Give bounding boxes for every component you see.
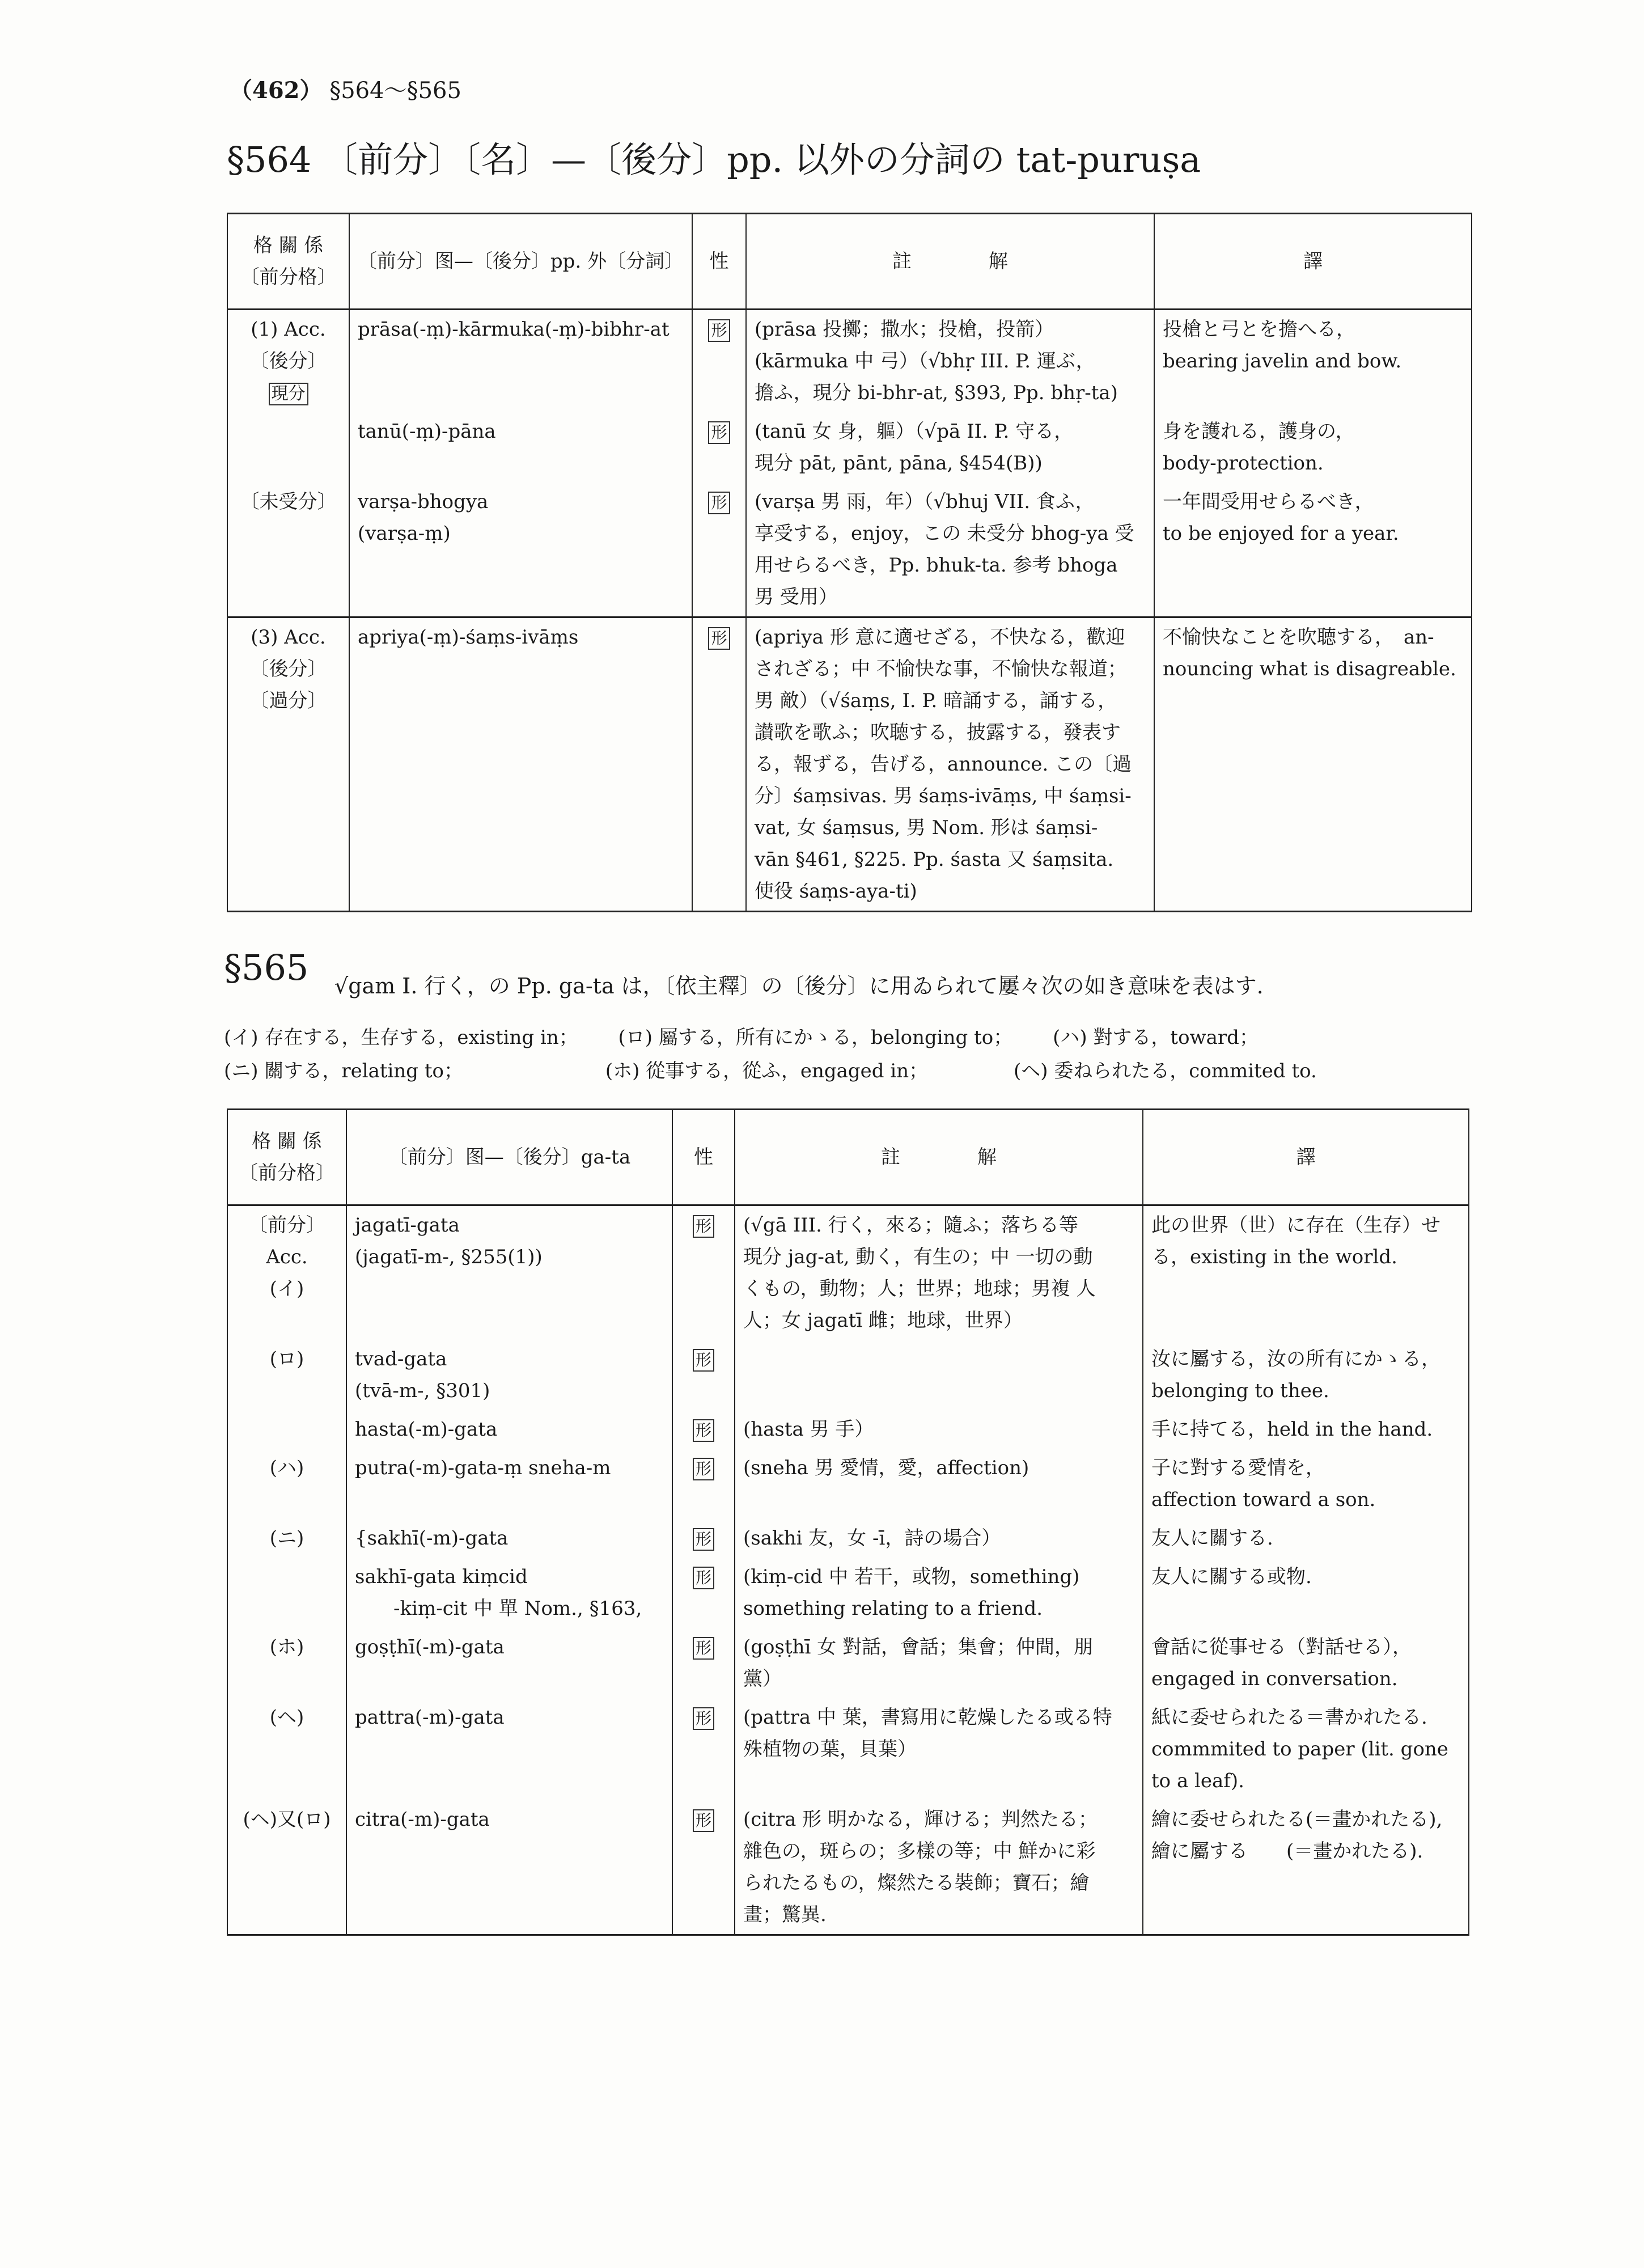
row-notes	[735, 1340, 1143, 1410]
definition-ho: (ホ) 從事する，從ふ，engaged in；	[605, 1060, 929, 1082]
table-row	[227, 1519, 1469, 1558]
table-row	[227, 1449, 1469, 1519]
section-564-title	[227, 132, 1201, 182]
row-case: (ロ)	[227, 1340, 346, 1410]
gender-badge: 形	[708, 319, 730, 342]
definitions-line-2	[224, 1056, 1317, 1086]
row-case: 〔未受分〕	[227, 483, 349, 617]
gender-badge: 形	[708, 627, 730, 650]
table-row	[227, 412, 1472, 483]
table-row	[227, 1205, 1469, 1340]
row-case: 〔前分〕 Acc. (イ)	[227, 1205, 346, 1340]
page-header	[230, 73, 461, 105]
row-translation: 手に持てる，held in the hand.	[1143, 1410, 1469, 1449]
table-row	[227, 1628, 1469, 1698]
row-notes: (tanū 女 身，軀）（√pā II. P. 守る， 現分 pāt, pānt, pāna, §454(B))	[746, 412, 1154, 483]
row-translation: 一年間受用せらるべき， to be enjoyed for a year.	[1154, 483, 1472, 617]
col-compound: 〔前分〕图—〔後分〕pp. 外〔分詞〕	[349, 214, 692, 310]
row-translation: 身を護れる，護身の， body-protection.	[1154, 412, 1472, 483]
col-translation: 譯	[1143, 1110, 1469, 1205]
col-compound: 〔前分〕图—〔後分〕ga-ta	[346, 1110, 672, 1205]
row-translation: 子に對する愛情を， affection toward a son.	[1143, 1449, 1469, 1519]
gender-badge: 形	[693, 1458, 714, 1480]
row-compound: apriya(-ṃ)-śaṃs-ivāṃs	[349, 617, 692, 912]
gender-badge: 形	[693, 1567, 714, 1589]
row-compound: putra(-m)-gata-ṃ sneha-m	[346, 1449, 672, 1519]
row-notes: (prāsa 投擲；撒水；投槍，投箭） (kārmuka 中 弓）（√bhṛ III. P. 運ぶ， 擔ふ，現分 bi-bhr-at, §393, Pp. bhṛ-ta)	[746, 310, 1154, 413]
row-compound: {sakhī(-m)-gata	[346, 1519, 672, 1558]
row-case	[227, 412, 349, 483]
row-notes: (√gā III. 行く，來る；隨ふ；落ちる等 現分 jag-at, 動く，有生の；中 一切の動 くもの，動物；人；世界；地球；男複 人 人；女 jagatī 雌；地球，世界）	[735, 1205, 1143, 1340]
row-notes: (citra 形 明かなる，輝ける；判然たる； 雜色の，斑らの；多樣の等；中 鮮かに彩 られたるもの，燦然たる裝飾；寶石；繪 畫；驚異.	[735, 1800, 1143, 1935]
gender-badge: 形	[693, 1637, 714, 1660]
table-row	[227, 1698, 1469, 1800]
row-translation: 友人に關する.	[1143, 1519, 1469, 1558]
row-notes: (goṣṭhī 女 對話，會話；集會；仲間，朋 黨）	[735, 1628, 1143, 1698]
row-translation: 此の世界（世）に存在（生存）せ る，existing in the world.	[1143, 1205, 1469, 1340]
gender-badge: 形	[708, 492, 730, 514]
row-translation: 友人に關する或物.	[1143, 1558, 1469, 1628]
row-case: (1) Acc. 〔後分〕	[249, 318, 327, 373]
row-compound: goṣṭhī(-m)-gata	[346, 1628, 672, 1698]
row-compound: tanū(-ṃ)-pāna	[349, 412, 692, 483]
row-compound: sakhī-gata kiṃcid -kiṃ-cit 中 單 Nom., §163,	[346, 1558, 672, 1628]
col-gender: 性	[672, 1110, 735, 1205]
definition-ni: (ニ) 關する，relating to；	[224, 1060, 463, 1082]
row-translation: 投槍と弓とを擔へる， bearing javelin and bow.	[1154, 310, 1472, 413]
row-translation: 會話に從事せる（對話せる）， engaged in conversation.	[1143, 1628, 1469, 1698]
table-row	[227, 1558, 1469, 1628]
col-notes: 註 解	[746, 214, 1154, 310]
section-565-intro: √gam I. 行く，の Pp. ga-ta は，〔依主釋〕の〔後分〕に用ゐられて屢々次の如き意味を表はす.	[334, 974, 1264, 998]
row-compound: prāsa(-ṃ)-kārmuka(-ṃ)-bibhr-at	[349, 310, 692, 413]
table-564-header	[227, 214, 1472, 310]
gender-badge: 形	[693, 1809, 714, 1832]
row-notes: (pattra 中 葉，書寫用に乾燥したる或る特 殊植物の葉，貝葉）	[735, 1698, 1143, 1800]
table-565	[227, 1108, 1469, 1936]
row-compound: pattra(-m)-gata	[346, 1698, 672, 1800]
row-notes: (apriya 形 意に適せざる，不快なる，歡迎 されざる；中 不愉快な事，不愉快な報道； 男 敵）（√śaṃs, I. P. 暗誦する，誦する， 讃歌を歌ふ；吹聴する，披露する，發表す る，報ずる，告げる，announce. この〔過 分〕śaṃsivas. 男 śaṃs-ivāṃs, 中 śaṃsi- vat, 女 śaṃsus, 男 Nom. 形は śaṃsi- vān §461, §225. Pp. śasta 又 śaṃsita. 使役 śaṃs-aya-ti)	[746, 617, 1154, 912]
row-notes: (hasta 男 手）	[735, 1410, 1143, 1449]
row-compound: tvad-gata (tvā-m-, §301)	[346, 1340, 672, 1410]
row-case: (ホ)	[227, 1628, 346, 1698]
gender-badge: 形	[693, 1215, 714, 1238]
col-notes: 註 解	[735, 1110, 1143, 1205]
row-translation: 紙に委せられたる＝書かれたる. commmited to paper (lit. gone to a leaf).	[1143, 1698, 1469, 1800]
row-notes: (sakhi 友，女 -ī，詩の場合）	[735, 1519, 1143, 1558]
table-564	[227, 213, 1472, 912]
case-box: 現分	[269, 383, 308, 405]
section-range: §564～§565	[329, 78, 461, 104]
definition-ro: (ロ) 屬する，所有にかゝる，belonging to；	[618, 1026, 1013, 1049]
table-565-header	[227, 1110, 1469, 1205]
definition-he: (ヘ) 委ねられたる，commited to.	[1013, 1060, 1317, 1082]
row-case: (3) Acc. 〔後分〕 〔過分〕	[227, 617, 349, 912]
page-number: （462）	[230, 77, 323, 104]
row-compound: jagatī-gata (jagatī-m-, §255(1))	[346, 1205, 672, 1340]
table-row	[227, 1410, 1469, 1449]
table-row	[227, 1800, 1469, 1935]
section-564-number: §564	[227, 139, 312, 180]
table-row	[227, 483, 1472, 617]
table-row	[227, 617, 1472, 912]
row-notes: (varṣa 男 雨，年）（√bhuj VII. 食ふ， 享受する，enjoy，この 未受分 bhog-ya 受 用せらるべき，Pp. bhuk-ta. 参考 bhoga 男 受用）	[746, 483, 1154, 617]
table-row	[227, 1340, 1469, 1410]
row-case: (ヘ)又(ロ)	[227, 1800, 346, 1935]
definition-ha: (ハ) 對する，toward；	[1053, 1026, 1259, 1049]
col-translation: 譯	[1154, 214, 1472, 310]
row-translation: 汝に屬する，汝の所有にかゝる， belonging to thee.	[1143, 1340, 1469, 1410]
gender-badge: 形	[693, 1528, 714, 1551]
row-case: (ニ)	[227, 1519, 346, 1558]
gender-badge: 形	[693, 1419, 714, 1442]
row-notes: (sneha 男 愛情，愛，affection)	[735, 1449, 1143, 1519]
table-row	[227, 310, 1472, 413]
row-translation: 不愉快なことを吹聴する， an- nouncing what is disagreable.	[1154, 617, 1472, 912]
definition-i: (イ) 存在する，生存する，existing in；	[224, 1026, 578, 1049]
row-compound: citra(-m)-gata	[346, 1800, 672, 1935]
section-564-heading: 〔前分〕〔名〕—〔後分〕pp. 以外の分詞の tat-puruṣa	[323, 139, 1201, 180]
definitions-line-1	[224, 1022, 1259, 1053]
row-notes: (kiṃ-cid 中 若干，或物，something) something relating to a friend.	[735, 1558, 1143, 1628]
row-translation: 繪に委せられたる(＝畫かれたる), 繪に屬する (＝畫かれたる).	[1143, 1800, 1469, 1935]
row-case	[227, 1558, 346, 1628]
row-case: (ヘ)	[227, 1698, 346, 1800]
col-gender: 性	[692, 214, 746, 310]
row-compound: hasta(-m)-gata	[346, 1410, 672, 1449]
gender-badge: 形	[708, 421, 730, 444]
row-case: (ハ)	[227, 1449, 346, 1519]
gender-badge: 形	[693, 1707, 714, 1730]
col-case: 格 關 係 〔前分格〕	[227, 214, 349, 310]
row-compound: varṣa-bhogya (varṣa-ṃ)	[349, 483, 692, 617]
gender-badge: 形	[693, 1349, 714, 1372]
row-case	[227, 1410, 346, 1449]
col-case: 格 關 係 〔前分格〕	[227, 1110, 346, 1205]
section-565-number: §565	[224, 947, 309, 988]
